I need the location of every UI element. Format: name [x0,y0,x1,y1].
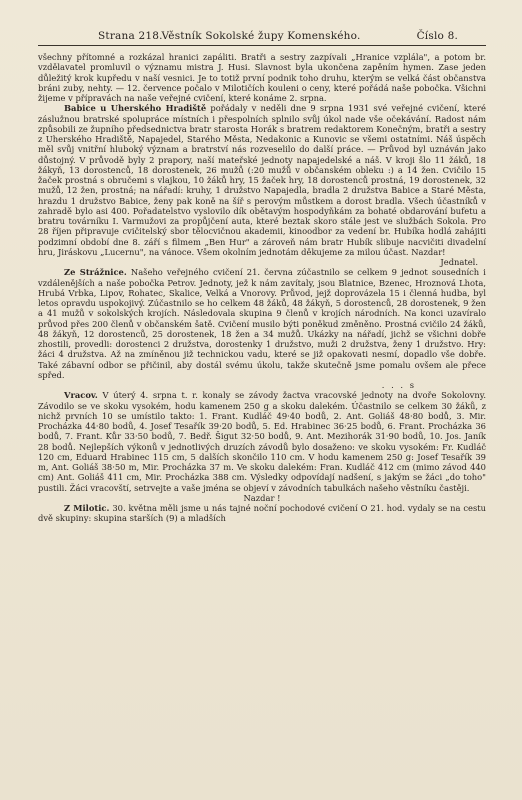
paragraph-text: všechny přítomné a rozkázal hranici zapáliti. Bratři a sestry zazpívali „Hranice vzplála", a potom br. vzdělavatel promluvil o významu mistra J. Husi. Slavnost byla ukončena zapěním hymen. Zase jeden důležitý krok kupředu v naší vesnici. Je to totiž první podnik toho druhu, kterým se velká část občanstva bráni zuby, nehty. — 12. července počalo v Milotičích kouleni o ceny, které pořádá naše pobočka. Všichni žijeme v přípravách na naše veřejné cvičení, které konáme 2. srpna. [38,52,486,103]
article-body [38,52,486,524]
closing-greeting: Nazdar ! [243,492,281,503]
paragraph-text: pořádaly v neděli dne 9 srpna 1931 své veřejné cvičení, které záslužnou bratrské spolupráce místních i přespolních splnilo svůj úkol nade vše očekávání. Radost nám způsobili ze župního předsednictva bratr starosta Horák s bratrem redaktorem Konečným, bratři a sestry z Uherského Hradiště, Napajedel, Starého Města, Nedakonic a Kunovic se všemi ostatními. Náš úspěch měl svůj vnitřní hluboký význam a bratrství nás rozveselilo do další práce. — Průvod byl uznáván jako důstojný. V průvodě byly 2 prapory, naší mateřské jednoty napajedelské a náš. V kroji šlo 11 žáků, 18 žákyň, 13 dorostenců, 18 dorostenek, 26 mužů (:20 mužů v občanském obleku :) a 14 žen. Cvičilo 15 žaček prostná s obručemi s vlajkou, 10 žáků hry, 15 žaček hry, 18 dorostenců prostná, 19 dorostenek, 32 mužů, 12 žen, prostná; na nářadí: kruhy, 1 družstvo Napajedla, bradla 2 družstva Babice a Staré Města, hrazdu 1 družstvo Babice, ženy pak koně na šíř s perovým můstkem a dorost bradla. Všech účastníků v zahradě bylo asi 400. Pořadatelstvo vyslovilo dík obětavým hospodyňkám za bohaté obdarování bufetu a bratru továrníku I. Varmužovi za propůjčení auta, které beztak skoro stále jest ve službách Sokola. Pro 28 říjen připravuje cvičitelský sbor tělocvičnou akademii, kinoodbor za vedení br. Hubíka hodlá zahájiti podzimní období dne 8. září s filmem „Ben Hur" a zároveň nám bratr Hubík slibuje nacvičiti divadelní hru, Jiráskovu „Lucernu", na vánoce. Všem okolním jednotám děkujeme za milou účast. Nazdar! [38,103,486,257]
page-header [38,30,486,46]
paragraph-text: 30. května měli jsme u nás tajné noční pochodové cvičení O 21. hod. vydaly se na cestu dvě skupiny: skupina starších (9) a mladších [38,503,486,524]
report-paragraph [38,103,486,257]
report-paragraph [38,267,486,380]
report-heading: Z Milotic. [64,503,110,513]
report-heading: Ze Strážnice. [64,267,127,278]
signature-mark: . . . s [381,380,416,390]
paragraph [38,52,486,103]
paragraph-text: V úterý 4. srpna t. r. konaly se závody žactva vracovské jednoty na dvoře Sokolovny. Závodilo se ve skoku vysokém, hodu kamenem 250 g a skoku dalekém. Účastnilo se celkem 30 žáků, z nichž prvních 10 se umístilo takto: 1. Frant. Kudláč 49·40 bodů, 2. Ant. Goliáš 48·80 bodů, 3. Mir. Procházka 44·80 bodů, 4. Josef Tesařík 39·20 bodů, 5. Ed. Hrabinec 36·25 bodů, 6. Frant. Procházka 36 bodů, 7. Frant. Kůr 33·50 bodů, 7. Bedř. Šigut 32·50 bodů, 9. Ant. Mezihorák 31·90 bodů, 10. Jos. Janík 28 bodů. Nejlepších výkonů v jednotlivých druzích závodů bylo dosaženo: ve skoku vysokém: Fr. Kudláč 120 cm, Eduard Hrabinec 115 cm, 5 dalších skončilo 110 cm. V hodu kamenem 250 g: Josef Tesařík 39 m, Ant. Goliáš 38·50 m, Mir. Procházka 37 m. Ve skoku dalekém: Fran. Kudláč 412 cm (mimo závod 440 cm) Ant. Goliáš 411 cm, Mir. Procházka 388 cm. Výsledky odpovídají nadšení, s jakým se žáci „do toho" pustili. Žáci vracovští, setrvejte a vaše jména se objeví v závodních tabulkách našeho věstníku častěji. [38,390,486,493]
journal-title: Věstník Sokolské župy Komenského. [161,30,361,42]
page-number: Strana 218. [98,30,163,42]
report-paragraph [38,503,486,524]
report-paragraph [38,390,486,493]
report-heading: Vracov. [64,390,98,401]
paragraph-text: Našeho veřejného cvičení 21. června zúčastnilo se celkem 9 jednot sousedních i vzdálenějších a naše pobočka Petrov. Jednoty, jež k nám zavítaly, jsou Blatnice, Bzenec, Hroznová Lhota, Hrubá Vrbka, Lipov, Rohatec, Skalice, Velká a Vnorovy. Průvod, jejž doprovázela 15 i členná hudba, byl letos opravdu uspokojivý. Zúčastnilo se ho celkem 48 žáků, 48 žákyň, 5 dorostenců, 28 dorostenek, 9 žen a 41 mužů v sokolských krojích. Následovala skupina 9 členů v krojích národních. Na konci uzavíralo průvod přes 200 členů v občanském šatě. Cvičení musilo býti poněkud změněno. Prostná cvičilo 24 žáků, 48 žákyň, 12 dorostenců, 25 dorostenek, 18 žen a 34 mužů. Ukázky na nářadí, jichž se všichni dobře zhostili, provedli: dorostenci 2 družstva, dorostenky 1 družstvo, muži 2 družstva, ženy 1 družstvo. Hry: žáci 4 družstva. Až na zmíněnou již technickou vadu, které se již opakovati nesmí, dopadlo vše dobře. Také zábavní odbor se přičinil, aby dostál svému úkolu, takže skutečně jsme pomalu ovšem ale přece spřed. [38,267,486,380]
report-heading: Babice u Uherského Hradiště [64,103,207,114]
issue-number: Číslo 8. [416,30,458,42]
signature: Jednatel. [440,257,478,267]
